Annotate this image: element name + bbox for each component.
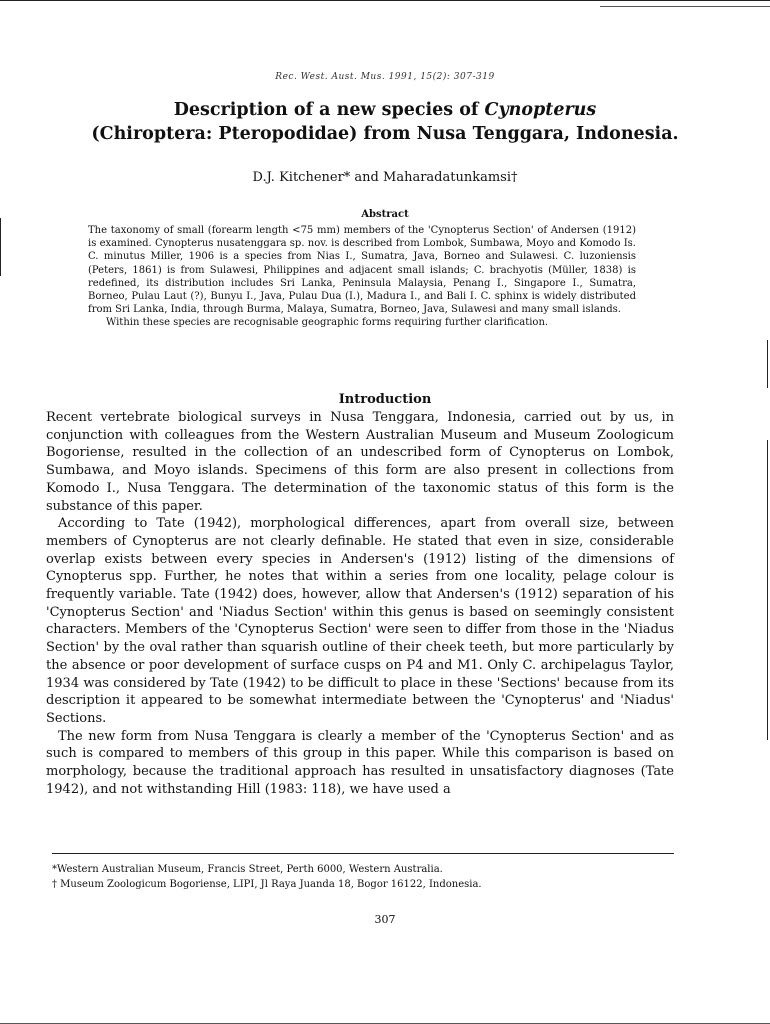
authors: D.J. Kitchener* and Maharadatunkamsi†: [252, 170, 518, 185]
title-line-2: (Chiroptera: Pteropodidae) from Nusa Tenggara, Indonesia.: [91, 124, 679, 144]
intro-paragraph-3: The new form from Nusa Tenggara is clearly a member of the 'Cynopterus Section' and as such is compared to members of this group in this paper. While this comparison is based on morphology, because the traditional approach has resulted in unsatisfactory diagnoses (Tate 1942), and not withstanding Hill (1983: 118), we have used a: [46, 728, 674, 797]
introduction-heading: Introduction: [338, 392, 432, 407]
top-right-scan-line: [600, 6, 770, 7]
footnote-1: *Western Australian Museum, Francis Street, Perth 6000, Western Australia.: [52, 864, 443, 875]
abstract-paragraph-1: The taxonomy of small (forearm length <75 mm) members of the 'Cynopterus Section' of Andersen (1912) is examined. Cynopterus nusatenggara sp. nov. is described from Lombok, Sumbawa, Moyo and Komodo Is. C. minutus Miller, 1906 is a species from Nias I., Sumatra, Java, Borneo and Sulawesi. C. luzoniensis (Peters, 1861) is from Sulawesi, Philippines and adjacent small islands; C. brachyotis (Müller, 1838) is redefined, its distribution includes Sri Lanka, Peninsula Malaysia, Penang I., Singapore I., Sumatra, Borneo, Pulau Laut (?), Bunyu I., Java, Pulau Dua (I.), Madura I., and Bali I. C. sphinx is widely distributed from Sri Lanka, India, through Burma, Malaya, Sumatra, Borneo, Java, Sulawesi and many small islands.: [88, 225, 636, 316]
footnotes: [52, 862, 674, 892]
footnote-2: † Museum Zoologicum Bogoriense, LIPI, Jl Raya Juanda 18, Bogor 16122, Indonesia.: [52, 879, 482, 890]
left-margin-mark: [0, 218, 1, 276]
title-line-1: [40, 98, 730, 122]
running-head: Rec. West. Aust. Mus. 1991, 15(2): 307-319: [275, 72, 495, 82]
intro-paragraph-1: Recent vertebrate biological surveys in Nusa Tenggara, Indonesia, carried out by us, in conjunction with colleagues from the Western Australian Museum and Museum Zoologicum Bogoriense, resulted in the collection of an undescribed form of Cynopterus on Lombok, Sumbawa, and Moyo islands. Specimens of this form are also present in collections from Komodo I., Nusa Tenggara. The determination of the taxonomic status of this form is the substance of this paper.: [46, 410, 674, 514]
introduction-body: [46, 409, 674, 798]
footnote-separator: [52, 853, 674, 854]
intro-paragraph-2: According to Tate (1942), morphological differences, apart from overall size, between members of Cynopterus are not clearly definable. He stated that even in size, considerable overlap exists between every species in Andersen's (1912) listing of the dimensions of Cynopterus spp. Further, he notes that within a series from one locality, pelage colour is frequently variable. Tate (1942) does, however, allow that Andersen's (1912) separation of his 'Cynopterus Section' and 'Niadus Section' within this genus is based on seemingly consistent characters. Members of the 'Cynopterus Section' were seen to differ from those in the 'Niadus Section' by the oval rather than squarish outline of their cheek teeth, but more particularly by the absence or poor development of surface cusps on P4 and M1. Only C. archipelagus Taylor, 1934 was considered by Tate (1942) to be difficult to place in these 'Sections' because from its description it appeared to be somewhat intermediate between the 'Cynopterus' and 'Niadus' Sections.: [46, 516, 674, 726]
title-line-1-text: Description of a new species of: [173, 100, 485, 120]
title-genus: Cynopterus: [484, 100, 597, 120]
right-margin-mark-b: [767, 440, 768, 740]
abstract-heading: Abstract: [361, 209, 409, 220]
abstract-paragraph-2: Within these species are recognisable geographic forms requiring further clarification.: [106, 317, 549, 329]
abstract-body: [88, 224, 636, 330]
paper-title: [40, 98, 730, 146]
top-edge-line: [0, 0, 770, 1]
right-margin-mark-a: [767, 340, 768, 388]
page-number: 307: [374, 913, 396, 926]
